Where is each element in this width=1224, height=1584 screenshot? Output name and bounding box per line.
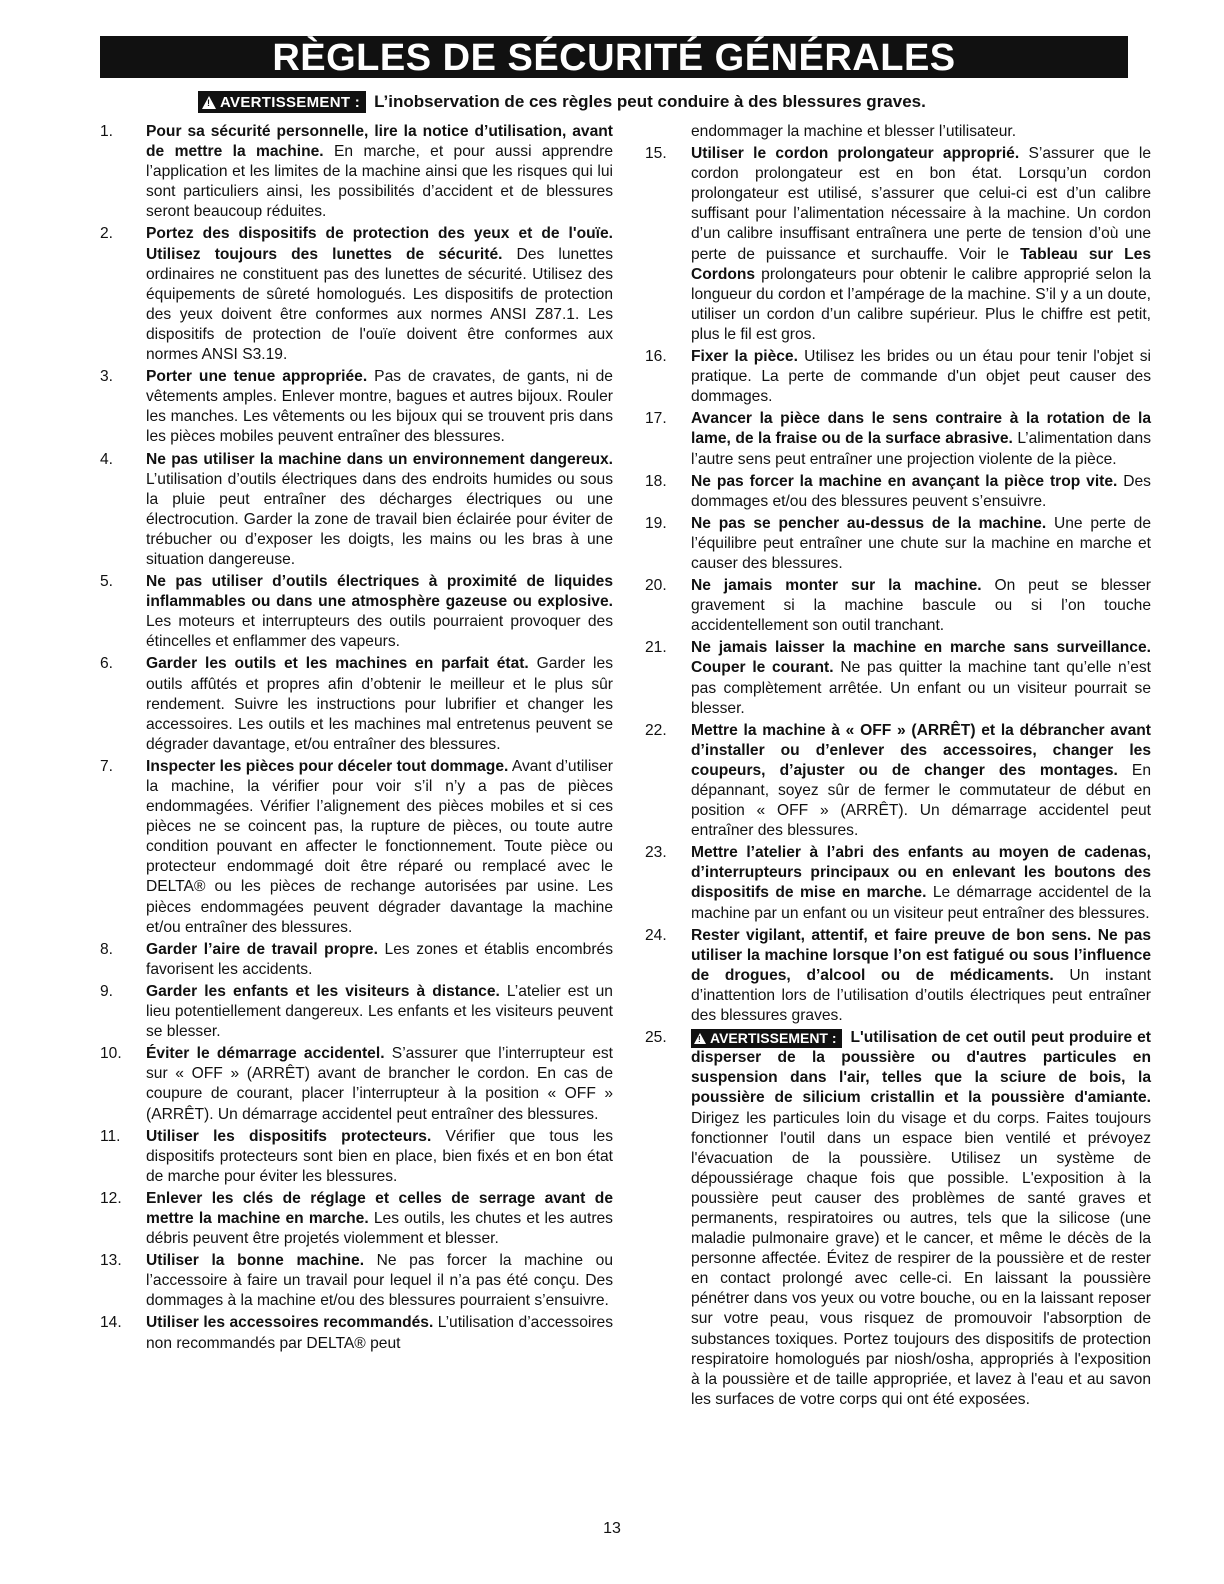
item-body [146, 122, 613, 222]
item-body [691, 926, 1151, 1026]
item-heading: Utiliser les accessoires recommandés. [146, 1314, 434, 1332]
list-item [100, 982, 613, 1042]
right-column [645, 122, 1151, 1412]
item-text: Des lunettes ordinaires ne constituent pas des lunettes de sécurité. Utilisez des équipements de sûreté homologués. Les dispositifs de protection des yeux doivent être conformes aux normes ANSI Z87.1. Les dispositifs de protection de l'ouïe doivent être conformes aux normes ANSI S3.19. [146, 245, 613, 364]
item-text: L’utilisation d’outils électriques dans des endroits humides ou sous la pluie peut entraîner des décharges électriques ou une électrocution. Garder la zone de travail bien éclairée pour éviter de trébucher ou d’exposer les doigts, les mains ou les bras à une situation dangereuse. [146, 470, 613, 568]
warning-badge-label: AVERTISSEMENT : [220, 93, 361, 111]
list-item [100, 654, 613, 754]
item-text: Garder les outils affûtés et propres afin d’obtenir le meilleur et le plus sûr rendement. Suivre les instructions pour lubrifier et changer les accessoires. Les outils et les machines mal entretenus peuvent se dégrader davantage, et/ou entraîner des blessures. [146, 655, 613, 753]
item-text: En dépannant, soyez sûr de fermer le commutateur de début en position « OFF » (ARRÊT). Un démarrage accidentel peut entraîner des blessures. [691, 761, 1151, 840]
item-number: 5. [100, 573, 114, 591]
list-item [100, 1127, 613, 1187]
list-item [645, 514, 1151, 574]
item-text: L’atelier est un lieu potentiellement dangereux. Les enfants et les visiteurs peuvent se blesser. [146, 982, 613, 1041]
warning-text: L’inobservation de ces règles peut conduire à des blessures graves. [374, 92, 926, 111]
item-body [691, 472, 1151, 512]
item-number: 4. [100, 450, 114, 468]
item-text: Des dommages et/ou des blessures peuvent s’ensuivre. [691, 472, 1151, 510]
item-heading: Ne pas se pencher au-dessus de la machine. [691, 514, 1047, 532]
list-item [100, 1044, 613, 1124]
warning-triangle-icon [202, 96, 216, 109]
item-text: Les zones et établis encombrés favorisent les accidents. [146, 940, 613, 978]
list-item [645, 721, 1151, 842]
item-heading: Avancer la pièce dans le sens contraire à la rotation de la lame, de la fraise ou de la surface abrasive. [691, 410, 1151, 448]
item-text: Pas de cravates, de gants, ni de vêtements amples. Enlever montre, bagues et autres bijoux. Rouler les manches. Les vêtements ou les bijoux qui se trouvent pris dans les pièces mobiles peuvent entraîner des blessures. [146, 368, 613, 446]
item-number: 13. [100, 1252, 122, 1270]
list-item [645, 576, 1151, 636]
item-heading: Porter une tenue appropriée. [146, 368, 368, 386]
item-body [146, 1127, 613, 1187]
item-body [691, 1028, 1151, 1410]
item-text: On peut se blesser gravement si la machine bascule ou si l’on touche accidentellement son outil tranchant. [691, 577, 1151, 635]
continuation-text: endommager la machine et blesser l’utilisateur. [691, 123, 1017, 140]
item-number: 7. [100, 757, 114, 775]
item-heading: Ne pas utiliser d’outils électriques à proximité de liquides inflammables ou dans une atmosphère gazeuse ou explosive. [146, 573, 613, 611]
item-heading: Utiliser la bonne machine. [146, 1252, 365, 1270]
list-item [100, 450, 613, 571]
warning-badge [691, 1029, 842, 1048]
item-body [691, 843, 1151, 923]
item-heading: Mettre l’atelier à l’abri des enfants au moyen de cadenas, d’interrupteurs principaux ou en enlevant les boutons des dispositifs de mise en marche. [691, 844, 1151, 902]
item-number: 14. [100, 1314, 122, 1332]
item-number: 25. [645, 1029, 667, 1047]
warning-badge [198, 91, 366, 113]
list-item [645, 472, 1151, 512]
item-number: 3. [100, 368, 114, 386]
item-body [146, 982, 613, 1042]
item-heading: Utiliser le cordon prolongateur approprié. [691, 145, 1020, 163]
list-item [645, 843, 1151, 923]
warning-badge-label: AVERTISSEMENT : [710, 1029, 837, 1046]
item-text: L’utilisation d’accessoires non recommandés par DELTA® peut [146, 1314, 613, 1352]
item-heading: Éviter le démarrage accidentel. [146, 1045, 385, 1063]
item-body [146, 572, 613, 652]
list-item [645, 926, 1151, 1026]
list-item [645, 1028, 1151, 1410]
list-item [645, 409, 1151, 469]
item-heading: Garder les outils et les machines en parfait état. [146, 655, 529, 673]
item-number: 9. [100, 982, 114, 1000]
list-item [100, 940, 613, 980]
item-heading: Rester vigilant, attentif, et faire preuve de bon sens. Ne pas utiliser la machine lorsque l’on est fatigué ou sous l’influence de drogues, d’alcool ou de médicaments. [691, 926, 1151, 984]
item-number: 16. [645, 348, 667, 366]
item-text: Avant d’utiliser la machine, la vérifier pour voir s’il n’y a pas de pièces endommagées. Vérifier l’alignement des pièces mobiles et si ces pièces ne se coincent pas, la rupture de pièces, ou toute autre condition pouvant en affecter le fonctionnement. Toute pièce ou protecteur endommagé doit être réparé ou remplacé avec le DELTA® ou les pièces de rechange autorisées par usine. Les pièces endommagées peuvent dégrader davantage la machine et/ou entraîner des blessures. [146, 757, 613, 936]
item-body [146, 1044, 613, 1124]
warning-header [198, 88, 1098, 116]
item-body [146, 940, 613, 980]
item-text: Ne pas quitter la machine tant qu’elle n’est pas complètement arrêtée. Un enfant ou un visiteur pourrait se blesser. [691, 659, 1152, 717]
list-item [645, 144, 1151, 345]
item-heading: Ne jamais laisser la machine en marche sans surveillance. Couper le courant. [691, 639, 1151, 677]
item-body [691, 409, 1151, 469]
item-heading: Inspecter les pièces pour déceler tout dommage. [146, 757, 509, 775]
item-number: 22. [645, 721, 667, 739]
item-body [146, 1313, 613, 1353]
item-text: Ne pas forcer la machine ou l’accessoire à faire un travail pour lequel il n’a pas été conçu. Des dommages à la machine et/ou des blessures pourraient s’ensuivre. [146, 1252, 613, 1310]
list-item [645, 347, 1151, 407]
list-item [100, 122, 613, 222]
item-body [691, 721, 1151, 842]
item-body [146, 450, 613, 571]
list-item [100, 1251, 613, 1311]
item-text: Les outils, les chutes et les autres débris peuvent être projetés violemment et blesser. [146, 1209, 613, 1248]
item-heading: Enlever les clés de réglage et celles de serrage avant de mettre la machine en marche. [146, 1189, 613, 1227]
item-number: 17. [645, 410, 667, 428]
item-number: 10. [100, 1045, 122, 1063]
list-item [100, 757, 613, 938]
item-heading: Portez des dispositifs de protection des yeux et de l'ouïe. Utilisez toujours des lunettes de sécurité. [146, 225, 613, 263]
item-number: 24. [645, 926, 667, 944]
item-body [146, 757, 613, 938]
list-item [645, 638, 1151, 718]
item-heading: Utiliser les dispositifs protecteurs. [146, 1127, 432, 1145]
item-body [146, 654, 613, 754]
item-number: 2. [100, 225, 114, 243]
item-body [146, 224, 613, 365]
left-column [100, 122, 613, 1356]
item-text: Le démarrage accidentel de la machine par un enfant ou un visiteur peut entraîner des blessures. [691, 884, 1151, 922]
item-body [691, 144, 1151, 345]
item-heading: Mettre la machine à « OFF » (ARRÊT) et la débrancher avant d’installer ou d’enlever des accessoires, changer les coupeurs, d’ajuster ou de changer des montages. [691, 721, 1151, 779]
item-number: 21. [645, 639, 667, 657]
item-body [691, 514, 1151, 574]
item-text: Une perte de l’équilibre peut entraîner une chute sur la machine en marche et causer des blessures. [691, 514, 1151, 572]
item-text-2: prolongateurs pour obtenir le calibre approprié selon la longueur du cordon et l’ampérage de la machine. S’il y a un doute, utiliser un cordon d’un calibre supérieur. Plus le chiffre est petit, plus le fil est gros. [691, 265, 1151, 343]
item-number: 19. [645, 514, 667, 532]
page-number: 13 [603, 1520, 621, 1537]
item-body [146, 1251, 613, 1311]
item-text: Vérifier que tous les dispositifs protecteurs sont bien en place, bien fixés et en bon état de marche pour éviter les blessures. [146, 1127, 613, 1185]
item-heading: Garder l’aire de travail propre. [146, 940, 378, 958]
page-title: RÈGLES DE SÉCURITÉ GÉNÉRALES [100, 36, 1128, 78]
item-body [146, 367, 613, 447]
item-text: S’assurer que le cordon prolongateur est en bon état. Lorsqu’un cordon prolongateur est utilisé, s’assurer que celui-ci est d’un calibre suffisant pour l’alimentation nécessaire à la machine. Un cordon d’un calibre insuffisant entraînera une perte de tension d’où une perte de puissance et surchauffe. Voir le [691, 145, 1152, 263]
item-heading: Ne pas utiliser la machine dans un environnement dangereux. [146, 450, 613, 468]
item-number: 12. [100, 1189, 122, 1207]
item-text: Utilisez les brides ou un étau pour tenir l'objet si pratique. La perte de commande d'un objet peut causer des dommages. [691, 348, 1151, 406]
item-heading: L'utilisation de cet outil peut produire et disperser de la poussière ou d'autres particules en suspension dans l'air, telles que la sciure de bois, la poussière de silicium cristallin et la poussière d'amiante. [691, 1029, 1151, 1107]
item-heading: Ne pas forcer la machine en avançant la pièce trop vite. [691, 472, 1118, 490]
item-heading: Fixer la pièce. [691, 348, 798, 366]
item-body [146, 1189, 613, 1249]
item-heading: Garder les enfants et les visiteurs à distance. [146, 982, 500, 1000]
item-heading: Pour sa sécurité personnelle, lire la notice d’utilisation, avant de mettre la machine. [146, 123, 613, 161]
list-item [100, 1313, 613, 1353]
warning-triangle-icon [694, 1033, 706, 1044]
item-body [691, 576, 1151, 636]
list-item [100, 572, 613, 652]
list-item [100, 367, 613, 447]
list-item [100, 1189, 613, 1249]
list-item [100, 224, 613, 365]
item-number: 20. [645, 577, 667, 595]
item-number: 1. [100, 123, 114, 140]
item-text: S’assurer que l’interrupteur est sur « OFF » (ARRÊT) avant de brancher le cordon. En cas de coupure de courant, placer l’interrupteur à la position « OFF » (ARRÊT). Un démarrage accidentel peut entraîner des blessures. [146, 1045, 613, 1123]
item-heading-2: Tableau sur Les Cordons [691, 245, 1151, 283]
item-number: 18. [645, 472, 667, 490]
item-text: Dirigez les particules loin du visage et du corps. Faites toujours fonctionner l'outil dans un espace bien ventilé et prévoyez l'évacuation de la poussière. Utilisez un système de dépoussiérage chaque fois que possible. L'exposition à la poussière peut causer des problèmes de santé graves et permanents, respiratoires ou autres, tels que la silicose (une maladie pulmonaire grave) et le cancer, et même le décès de la personne affectée. Évitez de respirer de la poussière et de rester en contact prolongé avec celle-ci. En laissant la poussière pénétrer dans vos yeux ou votre bouche, ou en la laissant reposer sur votre peau, vous risquez de promouvoir l'absorption de substances toxiques. Portez toujours des dispositifs de protection respiratoire homologués par niosh/osha, appropriés à l'exposition à la poussière et de taille appropriée, et lavez à l'eau et au savon les surfaces de votre corps qui ont été exposées. [691, 1109, 1151, 1408]
item-text: Les moteurs et interrupteurs des outils pourraient provoquer des étincelles et enflammer des vapeurs. [146, 613, 613, 651]
item-heading: Ne jamais monter sur la machine. [691, 577, 982, 595]
item-number: 8. [100, 940, 114, 958]
item-body [691, 638, 1151, 718]
item-number: 11. [100, 1127, 121, 1145]
item-number: 15. [645, 145, 667, 163]
item-number: 6. [100, 655, 114, 673]
item-text: En marche, et pour aussi apprendre l’application et les limites de la machine ainsi que les risques qui lui sont particuliers ainsi, les possibilités d’accident et de blessures seront beaucoup réduites. [146, 143, 613, 221]
item-number: 23. [645, 844, 667, 862]
item-text: L’alimentation dans l’autre sens peut entraîner une projection violente de la pièce. [691, 430, 1152, 468]
item-body [691, 347, 1151, 407]
item-text: Un instant d’inattention lors de l’utilisation d’outils électriques peut entraîner des blessures graves. [691, 966, 1151, 1025]
